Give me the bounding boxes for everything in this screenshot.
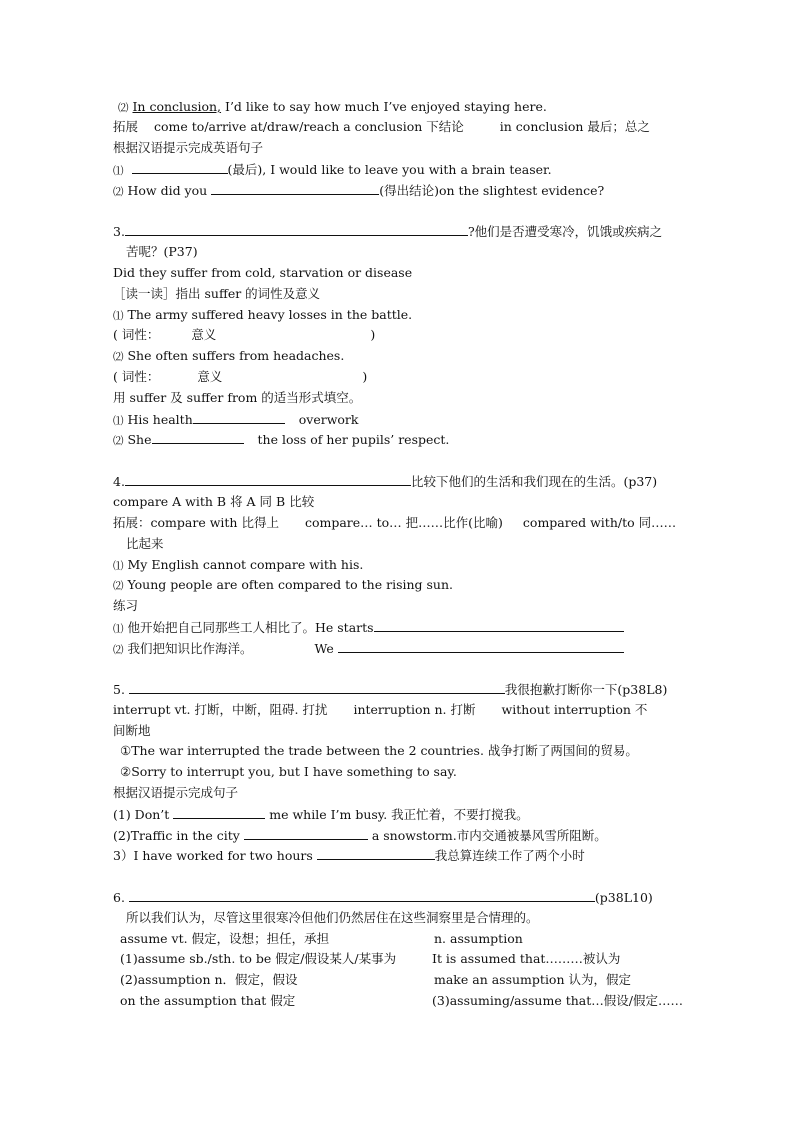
s6-line-1b: It is assumed that………被认为 — [432, 951, 621, 966]
s4-example-1: ⑴ My English cannot compare with his. — [113, 557, 364, 572]
s4-practice: 练习 — [113, 598, 139, 613]
s4-extend: 拓展：compare with 比得上 compare… to… 把……比作(比喻) compared with/to 同…… — [113, 515, 677, 530]
s4-p1-blank[interactable] — [374, 618, 624, 632]
s4-p2-blank[interactable] — [338, 639, 624, 653]
s6-line-3b: (3)assuming/assume that…假设/假定…… — [432, 993, 683, 1008]
s3-pos-1: ( 词性： 意义 ) — [113, 327, 376, 342]
s5-word: interrupt vt. 打断，中断，阻碍. 打扰 interruption n. 打断 without interruption 不 — [113, 702, 648, 717]
s6-line-1a: (1)assume sb./sth. to be 假定/假设某人/某事为 — [120, 951, 397, 966]
s3-example-2: ⑵ She often suffers from headaches. — [113, 348, 345, 363]
s3-blank[interactable] — [125, 222, 468, 236]
s2-task: 根据汉语提示完成英语句子 — [113, 140, 264, 155]
s3-title-cont: 苦呢？(P37) — [126, 244, 198, 259]
s5-question-1: (1) Don’t me while I’m busy. 我正忙着，不要打搅我。 — [113, 807, 529, 822]
s3-q2-blank[interactable] — [152, 430, 244, 444]
s5-example-1: ①The war interrupted the trade between the 2 countries. 战争打断了两国间的贸易。 — [120, 743, 638, 758]
s3-question-1: ⑴ His health overwork — [113, 412, 359, 427]
s3-english: Did they suffer from cold, starvation or disease — [113, 265, 413, 280]
s6-noun: n. assumption — [434, 931, 523, 946]
s4-practice-1: ⑴ 他开始把自己同那些工人相比了。He starts — [113, 618, 624, 638]
s6-line-3a: on the assumption that 假定 — [120, 993, 296, 1008]
s5-task: 根据汉语提示完成句子 — [113, 785, 239, 800]
s4-example-2: ⑵ Young people are often compared to the rising sun. — [113, 577, 453, 592]
s3-q1-blank[interactable] — [193, 410, 285, 424]
s2-question-2: ⑵ How did you (得出结论)on the slightest evidence? — [113, 183, 605, 198]
s3-task: 用 suffer 及 suffer from 的适当形式填空。 — [113, 390, 362, 405]
s3-title: 3. ?他们是否遭受寒冷，饥饿或疾病之 — [113, 224, 663, 239]
s2-example-2: ⑵ In conclusion, I’d like to say how much I’ve enjoyed staying here. — [118, 99, 547, 114]
s2-q2-blank[interactable] — [211, 181, 379, 195]
s3-read: ［读一读］指出 suffer 的词性及意义 — [113, 286, 321, 301]
s4-extend-cont: 比起来 — [126, 536, 164, 551]
s3-question-2: ⑵ She the loss of her pupils’ respect. — [113, 432, 450, 447]
s4-blank[interactable] — [125, 472, 411, 486]
s5-blank[interactable] — [129, 680, 505, 694]
s6-definition: assume vt. 假定，设想；担任，承担 — [120, 931, 330, 946]
s5-question-3: 3）I have worked for two hours 我总算连续工作了两个小时 — [113, 848, 585, 863]
s4-practice-2: ⑵ 我们把知识比作海洋。 We — [113, 639, 624, 659]
s6-chinese: 所以我们认为，尽管这里很寒冷但他们仍然居住在这些洞察里是合情理的。 — [126, 910, 539, 925]
s6-title: 6. (p38L10) — [113, 890, 653, 905]
s2-question-1: ⑴ (最后), I would like to leave you with a brain teaser. — [113, 162, 552, 177]
s3-example-1: ⑴ The army suffered heavy losses in the battle. — [113, 307, 413, 322]
s2-extend: 拓展 come to/arrive at/draw/reach a conclusion 下结论 in conclusion 最后；总之 — [113, 119, 650, 134]
s6-line-2b: make an assumption 认为，假定 — [434, 972, 631, 987]
s6-line-2a: (2)assumption n．假定，假设 — [120, 972, 298, 987]
s5-title: 5. 我很抱歉打断你一下(p38L8) — [113, 682, 668, 697]
s5-q2-blank[interactable] — [244, 826, 368, 840]
s2-q1-blank[interactable] — [132, 160, 228, 174]
s6-blank[interactable] — [129, 888, 595, 902]
s4-title: 4. 比较下他们的生活和我们现在的生活。(p37) — [113, 474, 658, 489]
s5-q1-blank[interactable] — [173, 805, 265, 819]
s5-question-2: (2)Traffic in the city a snowstorm.市内交通被暴风雪所阻断。 — [113, 828, 607, 843]
s5-example-2: ②Sorry to interrupt you, but I have something to say. — [120, 764, 457, 779]
s3-pos-2: ( 词性： 意义 ) — [113, 369, 368, 384]
s5-phrase-cont: 间断地 — [113, 723, 151, 738]
s5-q3-blank[interactable] — [317, 846, 435, 860]
s4-phrase: compare A with B 将 A 同 B 比较 — [113, 494, 315, 509]
